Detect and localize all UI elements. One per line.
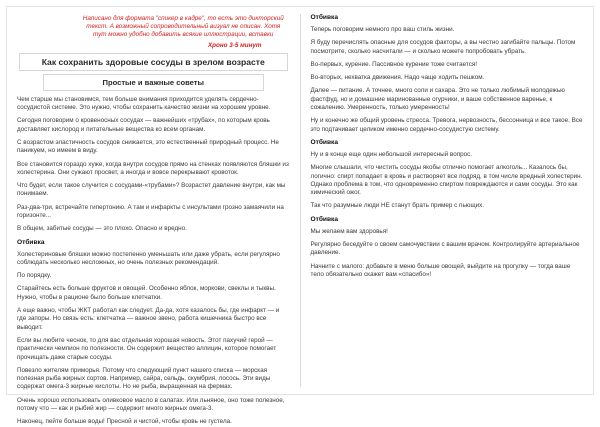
body-paragraph: С возрастом эластичность сосудов снижается, это естественный природный процесс. Не паникуем, но имеем в виду. <box>17 138 279 155</box>
body-paragraph: Все становится гораздо хуже, когда внутри сосудов прямо на стенках появляются бляшки из холестерина. Они сужают просвет, а иногда и вовсе перекрывают кровоток. <box>17 160 289 176</box>
body-paragraph: Что будет, если такое случится с сосудами-«трубами»? Возрастет давление внутри, как мы понимаем. <box>17 182 286 198</box>
body-paragraph: Сегодня поговорим о кровеносных сосудах — важнейших «трубах», по которым кровь доставляет кислород и питательные вещества ко всем органам. <box>17 117 270 133</box>
body-paragraph: А еще важно, чтобы ЖКТ работал как следует. Да-да, хотя казалось бы, где инфаркт — и где запоры. Но связь есть: клетчатка — важное звено, работа кишечника быстро все выводит. <box>17 307 280 331</box>
body-paragraph: Во-вторых, нехватка движения. Надо чаще ходить пешком. <box>310 74 485 82</box>
body-paragraph: Чем старше мы становимся, тем больше внимания приходится уделять сердечно-сосудистой системе. Это нужно, чтобы сохранить качество жизни на хорошем уровне. <box>17 95 271 112</box>
editor-note: Написано для формата "спикер в кадре", то есть это дикторский текст. А возможный сопроводительный визуал не описан. Хотя тут можно удобно добавить всякие иллюстрации, вставки <box>82 15 284 39</box>
body-paragraph: В общем, забитые сосуды — это плохо. Опасно и вредно. <box>17 225 187 233</box>
body-paragraph: Если вы любите чеснок, то для вас отдельная хорошая новость. Этот пахучий герой — практически чемпион по полезности. Он содержит вещество аллицин, которое помогает прочищать даже старые сосуды. <box>17 336 277 361</box>
right-column <box>302 14 584 387</box>
chrono-note: Хроно 3-5 минут <box>207 41 262 49</box>
body-paragraph: Регулярно беседуйте о своем самочувствии с вашим врачом. Контролируйте артериальное давление. <box>310 241 580 257</box>
body-paragraph: Во-первых, курение. Пассивное курение тоже считается! <box>310 60 478 68</box>
section-break-heading: Отбивка <box>310 138 339 146</box>
body-paragraph: Далее — питание. А точнее, много соли и сахара. Это не только любимый молодежью фастфуд, но и домашние маринованные огурчики, и ваше собственное варенье, к сожалению. Умеренность, только умеренность! <box>310 87 565 112</box>
body-paragraph: По порядку. <box>17 272 52 280</box>
body-paragraph: Ну и конечно же общий уровень стресса. Тревога, нервозность, бессонница и все такое. Все это подтачивает целиком именно сердечно-сосудистую систему. <box>310 117 583 133</box>
body-paragraph: Я буду перечислять опасные для сосудов факторы, а вы честно загибайте пальцы. Потом посмотрите, сколько насчитали — и сколько можете попробовать убрать. <box>310 39 576 55</box>
page-title: Как сохранить здоровые сосуды в зрелом возрасте <box>19 53 288 72</box>
body-paragraph: Мы желаем вам здоровья! <box>310 227 388 235</box>
section-break-heading: Отбивка <box>310 215 339 223</box>
body-paragraph: Холестериновые бляшки можно постепенно уменьшать или даже убрать, если регулярно соблюдать несколько несложных, но очень полезных рекомендаций. <box>17 250 280 266</box>
body-paragraph: Теперь поговорим немного про ваш стиль жизни. <box>310 26 455 33</box>
body-paragraph: Так что разумные люди НЕ станут брать пример с пьющих. <box>310 202 485 210</box>
body-paragraph: Раз-два-три, встречайте гипертонию. А там и инфаркты с инсультами грозно замаячили на горизонте... <box>17 203 284 219</box>
document-page <box>6 6 594 426</box>
body-paragraph: Многие слышали, что чистить сосуды якобы отлично помогает алкоголь... Казалось бы, логично: спирт попадает в кровь и растворяет все подряд, в том числе вредный холестерин. Однако проблема в том, что одновременно спиртом повреждаются и сами сосуды. Это как химический ожог. <box>310 164 583 197</box>
section-break-heading: Отбивка <box>310 14 339 21</box>
body-paragraph: Повезло жителям приморья. Потому что следующий пункт нашего списка — морская полезная рыба жирных сортов. Например, сайра, сельдь, скумбрия, лосось. Эти виды содержат омега-3 жирные кислоты. Но не рыба, выращенная на фермах. <box>17 366 271 391</box>
body-paragraph: Наконец, пейте больше воды! Пресной и чистой, чтобы кровь не густела. <box>17 418 232 426</box>
left-column <box>17 14 299 426</box>
section-break-heading: Отбивка <box>17 238 45 246</box>
page-subtitle: Простые и важные советы <box>43 74 264 90</box>
column-divider <box>300 14 301 387</box>
body-paragraph: Очень хорошо использовать оливковое масло в салатах. Или льняное, оно тоже полезное, потому что — как и рыбий жир — содержит много жирных омега-3. <box>17 396 285 413</box>
body-paragraph: Старайтесь есть больше фруктов и овощей. Особенно яблок, моркови, свеклы и тыквы. Нужно, чтобы в рационе было больше клетчатки. <box>17 285 276 301</box>
body-paragraph: Ну и в конце еще один небольшой интересный вопрос. <box>310 150 473 158</box>
body-paragraph: Начните с малого: добавьте в меню больше овощей, выйдите на прогулку — тогда ваше тело обязательно скажет вам «спасибо»! <box>310 262 571 278</box>
